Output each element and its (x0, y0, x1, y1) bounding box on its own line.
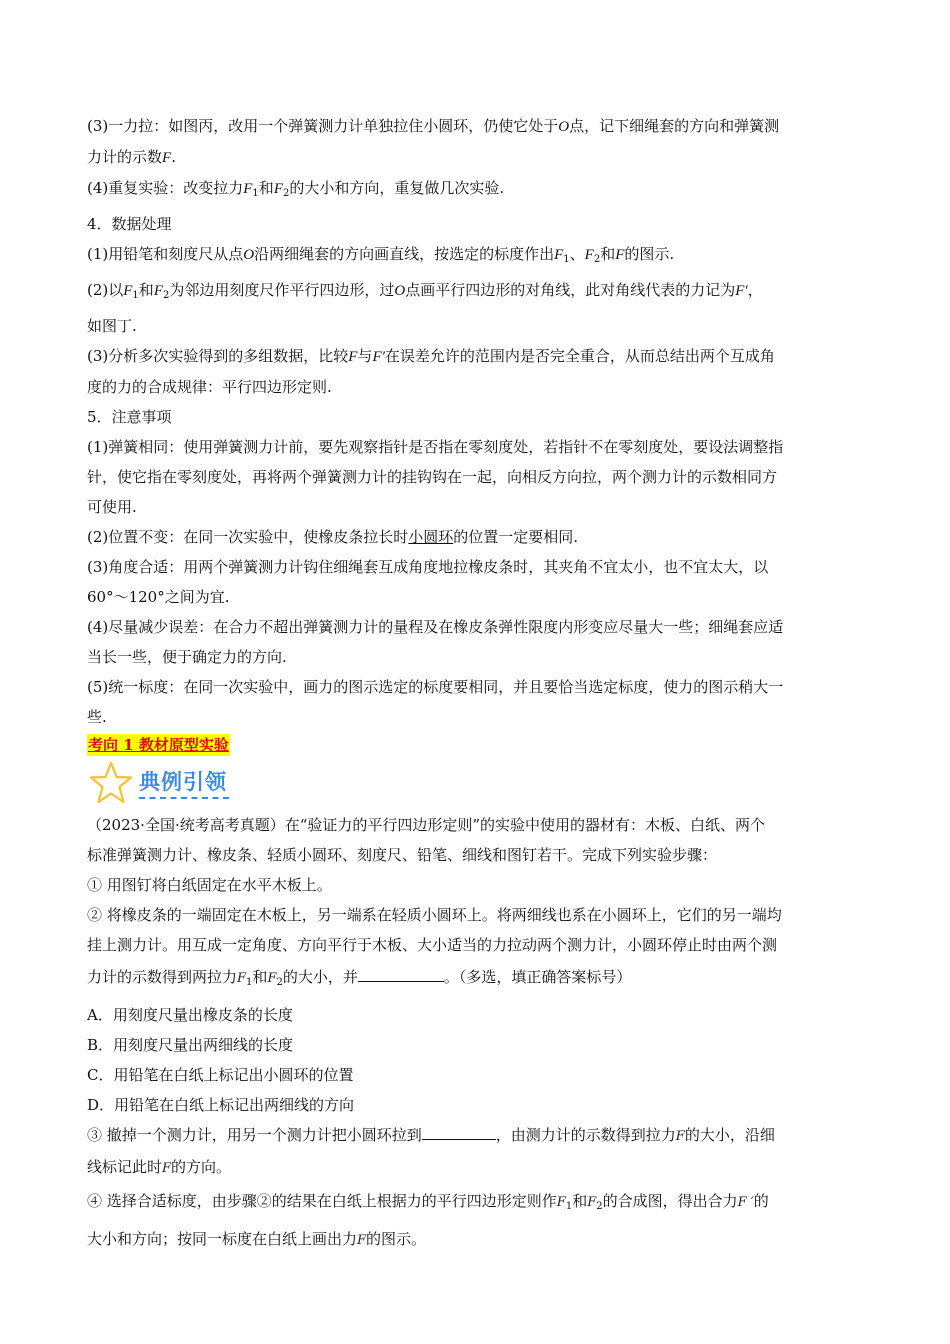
banner-title: 典例引领 (139, 770, 227, 794)
option-a: A．用刻度尺量出橡皮条的长度 (87, 1006, 293, 1024)
paragraph-data-1: (1)用铅笔和刻度尺从点O沿两细绳套的方向画直线，按选定的标度作出$F_1$、$F_2$和F的图示. (87, 245, 675, 265)
var-O: O (558, 119, 570, 135)
note-2: (2)位置不变：在同一次实验中，使橡皮条拉长时小圆环的位置一定要相同. (87, 528, 579, 546)
option-b: B．用刻度尺量出两细线的长度 (87, 1036, 294, 1054)
paragraph-data-2: (2)以$F_1$和$F_2$为邻边用刻度尺作平行四边形，过O点画平行四边形的对角线，此对角线代表的力记为F′， (87, 281, 763, 301)
step-1: ① 用图钉将白纸固定在水平木板上。 (87, 876, 332, 894)
problem-intro-2: 标准弹簧测力计、橡皮条、轻质小圆环、刻度尺、铅笔、细线和图钉若干。完成下列实验步骤： (87, 846, 718, 864)
note-1b: 针，使它指在零刻度处，再将两个弹簧测力计的挂钩钩在一起，向相反方向拉，两个测力计的示数相同方 (87, 468, 778, 486)
paragraph-one-force: (3)一力拉：如图丙，改用一个弹簧测力计单独拉住小圆环，仍使它处于O点，记下细绳套的方向和弹簧测 (87, 117, 780, 135)
example-banner (87, 760, 867, 808)
option-c: C．用铅笔在白纸上标记出小圆环的位置 (87, 1066, 354, 1084)
answer-blank-1[interactable] (358, 965, 444, 982)
step-4b: 大小和方向；按同一标度在白纸上画出力F的图示。 (87, 1230, 427, 1248)
step-2c: 力计的示数得到两拉力$F_1$和$F_2$的大小，并 。（多选，填正确答案标号） (87, 960, 867, 1000)
paragraph-repeat: (4)重复实验：改变拉力$F_1$和$F_2$的大小和方向，重复做几次实验. (87, 179, 505, 199)
document-body (87, 111, 867, 1256)
note-5b: 些. (87, 708, 107, 726)
problem-intro-1: （2023·全国·统考高考真题）在“验证力的平行四边形定则”的实验中使用的器材有：木板、白纸、两个 (87, 816, 766, 834)
note-1a: (1)弹簧相同：使用弹簧测力计前，要先观察指针是否指在零刻度处，若指针不在零刻度处，要设法调整指 (87, 438, 784, 456)
star-outline-icon (87, 760, 135, 806)
paragraph-data-2-cont: 如图丁. (87, 317, 137, 335)
note-5a: (5)统一标度：在同一次实验中，画力的图示选定的标度要相同，并且要恰当选定标度，使力的图示稍大一 (87, 678, 784, 696)
paragraph-data-3-cont: 度的力的合成规律：平行四边形定则. (87, 378, 332, 396)
option-d: D．用铅笔在白纸上标记出两细线的方向 (87, 1096, 355, 1114)
section-tag (87, 732, 867, 756)
note-1c: 可使用. (87, 498, 137, 516)
note-3b: 60°～120°之间为宜. (87, 588, 230, 606)
note-4a: (4)尽量减少误差：在合力不超出弹簧测力计的量程及在橡皮条弹性限度内形变应尽量大一些；细绳套应适 (87, 618, 784, 636)
note-3a: (3)角度合适：用两个弹簧测力计钩住细绳套互成角度地拉橡皮条时，其夹角不宜太小，也不宜太大，以 (87, 558, 769, 576)
note-4b: 当长一些，便于确定力的方向. (87, 648, 287, 666)
step-2a: ② 将橡皮条的一端固定在木板上，另一端系在轻质小圆环上。将两细线也系在小圆环上，它们的另一端均 (87, 906, 782, 924)
step-2b: 挂上测力计。用互成一定角度、方向平行于木板、大小适当的力拉动两个测力计，小圆环停止时由两个测 (87, 936, 778, 954)
step-3a: ③ 撤掉一个测力计，用另一个测力计把小圆环拉到 ，由测力计的示数得到拉力F的大小，沿细 (87, 1120, 867, 1152)
paragraph-one-force-cont: 力计的示数F. (87, 148, 176, 166)
banner-underline (139, 797, 229, 799)
step-3b: 线标记此时F的方向。 (87, 1158, 232, 1176)
answer-blank-2[interactable] (422, 1123, 496, 1140)
step-4a: ④ 选择合适标度，由步骤②的结果在白纸上根据力的平行四边形定则作$F_1$和$F_2$的合成图，得出合力F ′的 (87, 1192, 769, 1212)
heading-data-processing: 4．数据处理 (87, 215, 172, 233)
tag-label: 考向 1 教材原型实验 (88, 736, 229, 754)
paragraph-data-3: (3)分析多次实验得到的多组数据，比较F与F′在误差允许的范围内是否完全重合，从而总结出两个互成角 (87, 347, 775, 365)
heading-notes: 5．注意事项 (87, 408, 172, 426)
